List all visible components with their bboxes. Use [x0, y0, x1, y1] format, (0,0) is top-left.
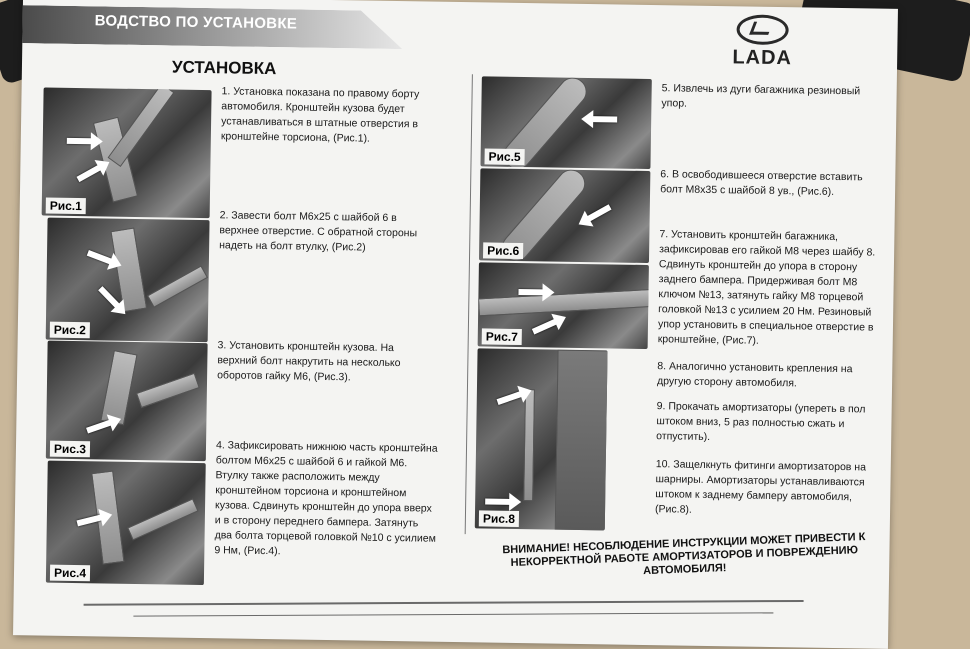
banner-title: ВОДСТВО ПО УСТАНОВКЕ — [94, 12, 298, 33]
figure-5-photo — [480, 76, 651, 169]
step-4: 4. Зафиксировать нижнюю часть кронштейна болтом М6х25 с шайбой 6 и гайкой М6. Втулку также расположить между кронштейном торсиона и кронштейном кузова. Сдвинуть кронштейн до упора вверх и в сторону переднего бампера. Затянуть два болта торцевой головкой №10 с усилием 9 Нм, (Рис.4). — [214, 439, 438, 558]
pointer-arrow-icon — [67, 138, 93, 144]
step-2: 2. Завести болт М6х25 с шайбой 6 в верхнее отверстие. С обратной стороны надеть на болт втулку, (Рис.2) — [219, 209, 418, 254]
pointer-arrow-icon — [586, 204, 612, 222]
figure-7-photo — [478, 262, 649, 349]
pointer-arrow-icon — [591, 116, 617, 122]
step-5: 5. Извлечь из дуги багажника резиновый упор. — [661, 82, 861, 110]
step-10: 10. Защелкнуть фитинги амортизаторов на шарниры. Амортизаторы устанавливаются штоком к заднему бамперу автомобиля, (Рис.8). — [654, 458, 867, 516]
step-9: 9. Прокачать амортизаторы (упереть в пол штоком вниз, 5 раз полностью сжать и отпустить). — [656, 400, 866, 444]
figure-1-photo — [42, 88, 212, 219]
instruction-sheet — [13, 0, 898, 649]
footer-line — [84, 600, 804, 606]
step-7: 7. Установить кронштейн багажника, зафиксировав его гайкой М8 через шайбу 8. Сдвинуть кронштейн до упора в сторону заднего бампера. Придерживая болт М8 ключом №13, затянуть гайку М8 торцевой головкой №13 с усилием 20 Нм. Резиновый упор установить в специальное отверстие в кронштейне, (Рис.7). — [657, 228, 876, 347]
figure-8-label: Рис.8 — [479, 510, 519, 527]
figure-2-photo — [46, 218, 210, 343]
brand-name: LADA — [732, 46, 793, 70]
figure-6-photo — [479, 168, 650, 263]
figure-2-label: Рис.2 — [50, 322, 90, 339]
figure-5-label: Рис.5 — [484, 148, 524, 165]
figure-8-photo — [475, 348, 608, 530]
lada-boat-icon — [736, 14, 788, 45]
pointer-arrow-icon — [497, 391, 524, 405]
pointer-arrow-icon — [86, 419, 113, 433]
pointer-arrow-icon — [518, 289, 544, 295]
footer-line — [133, 612, 773, 616]
section-title: УСТАНОВКА — [171, 57, 277, 79]
pointer-arrow-icon — [76, 164, 102, 182]
column-divider — [465, 74, 473, 534]
step-1: 1. Установка показана по правому борту автомобиля. Кронштейн кузова будет устанавливаться в штатные отверстия в кронштейне торсиона, (Рис.1). — [220, 85, 420, 145]
lada-logo — [717, 14, 808, 70]
pointer-arrow-icon — [532, 318, 558, 334]
figure-3-photo — [46, 341, 208, 461]
step-3: 3. Установить кронштейн кузова. На верхний болт накрутить на несколько оборотов гайку М6, (Рис.3). — [217, 339, 401, 384]
step-6: 6. В освободившееся отверстие вставить болт М8х35 с шайбой 8 ув., (Рис.6). — [660, 168, 863, 198]
pointer-arrow-icon — [485, 498, 511, 504]
figure-7-label: Рис.7 — [482, 328, 522, 345]
figure-6-label: Рис.6 — [483, 242, 523, 259]
figure-4-label: Рис.4 — [50, 565, 90, 582]
pointer-arrow-icon — [98, 286, 120, 309]
pointer-arrow-icon — [87, 250, 113, 265]
figure-4-photo — [46, 461, 206, 585]
figure-3-label: Рис.3 — [50, 441, 90, 458]
warning-notice: ВНИМАНИЕ! НЕСОБЛЮДЕНИЕ ИНСТРУКЦИИ МОЖЕТ ПРИВЕСТИ К НЕКОРРЕКТНОЙ РАБОТЕ АМОРТИЗАТОРОВ И ПОВРЕЖДЕНИЮ АВТОМОБИЛЯ! — [502, 530, 866, 578]
figure-1-label: Рис.1 — [46, 198, 86, 215]
step-8: 8. Аналогично установить крепления на другую сторону автомобиля. — [657, 360, 853, 390]
